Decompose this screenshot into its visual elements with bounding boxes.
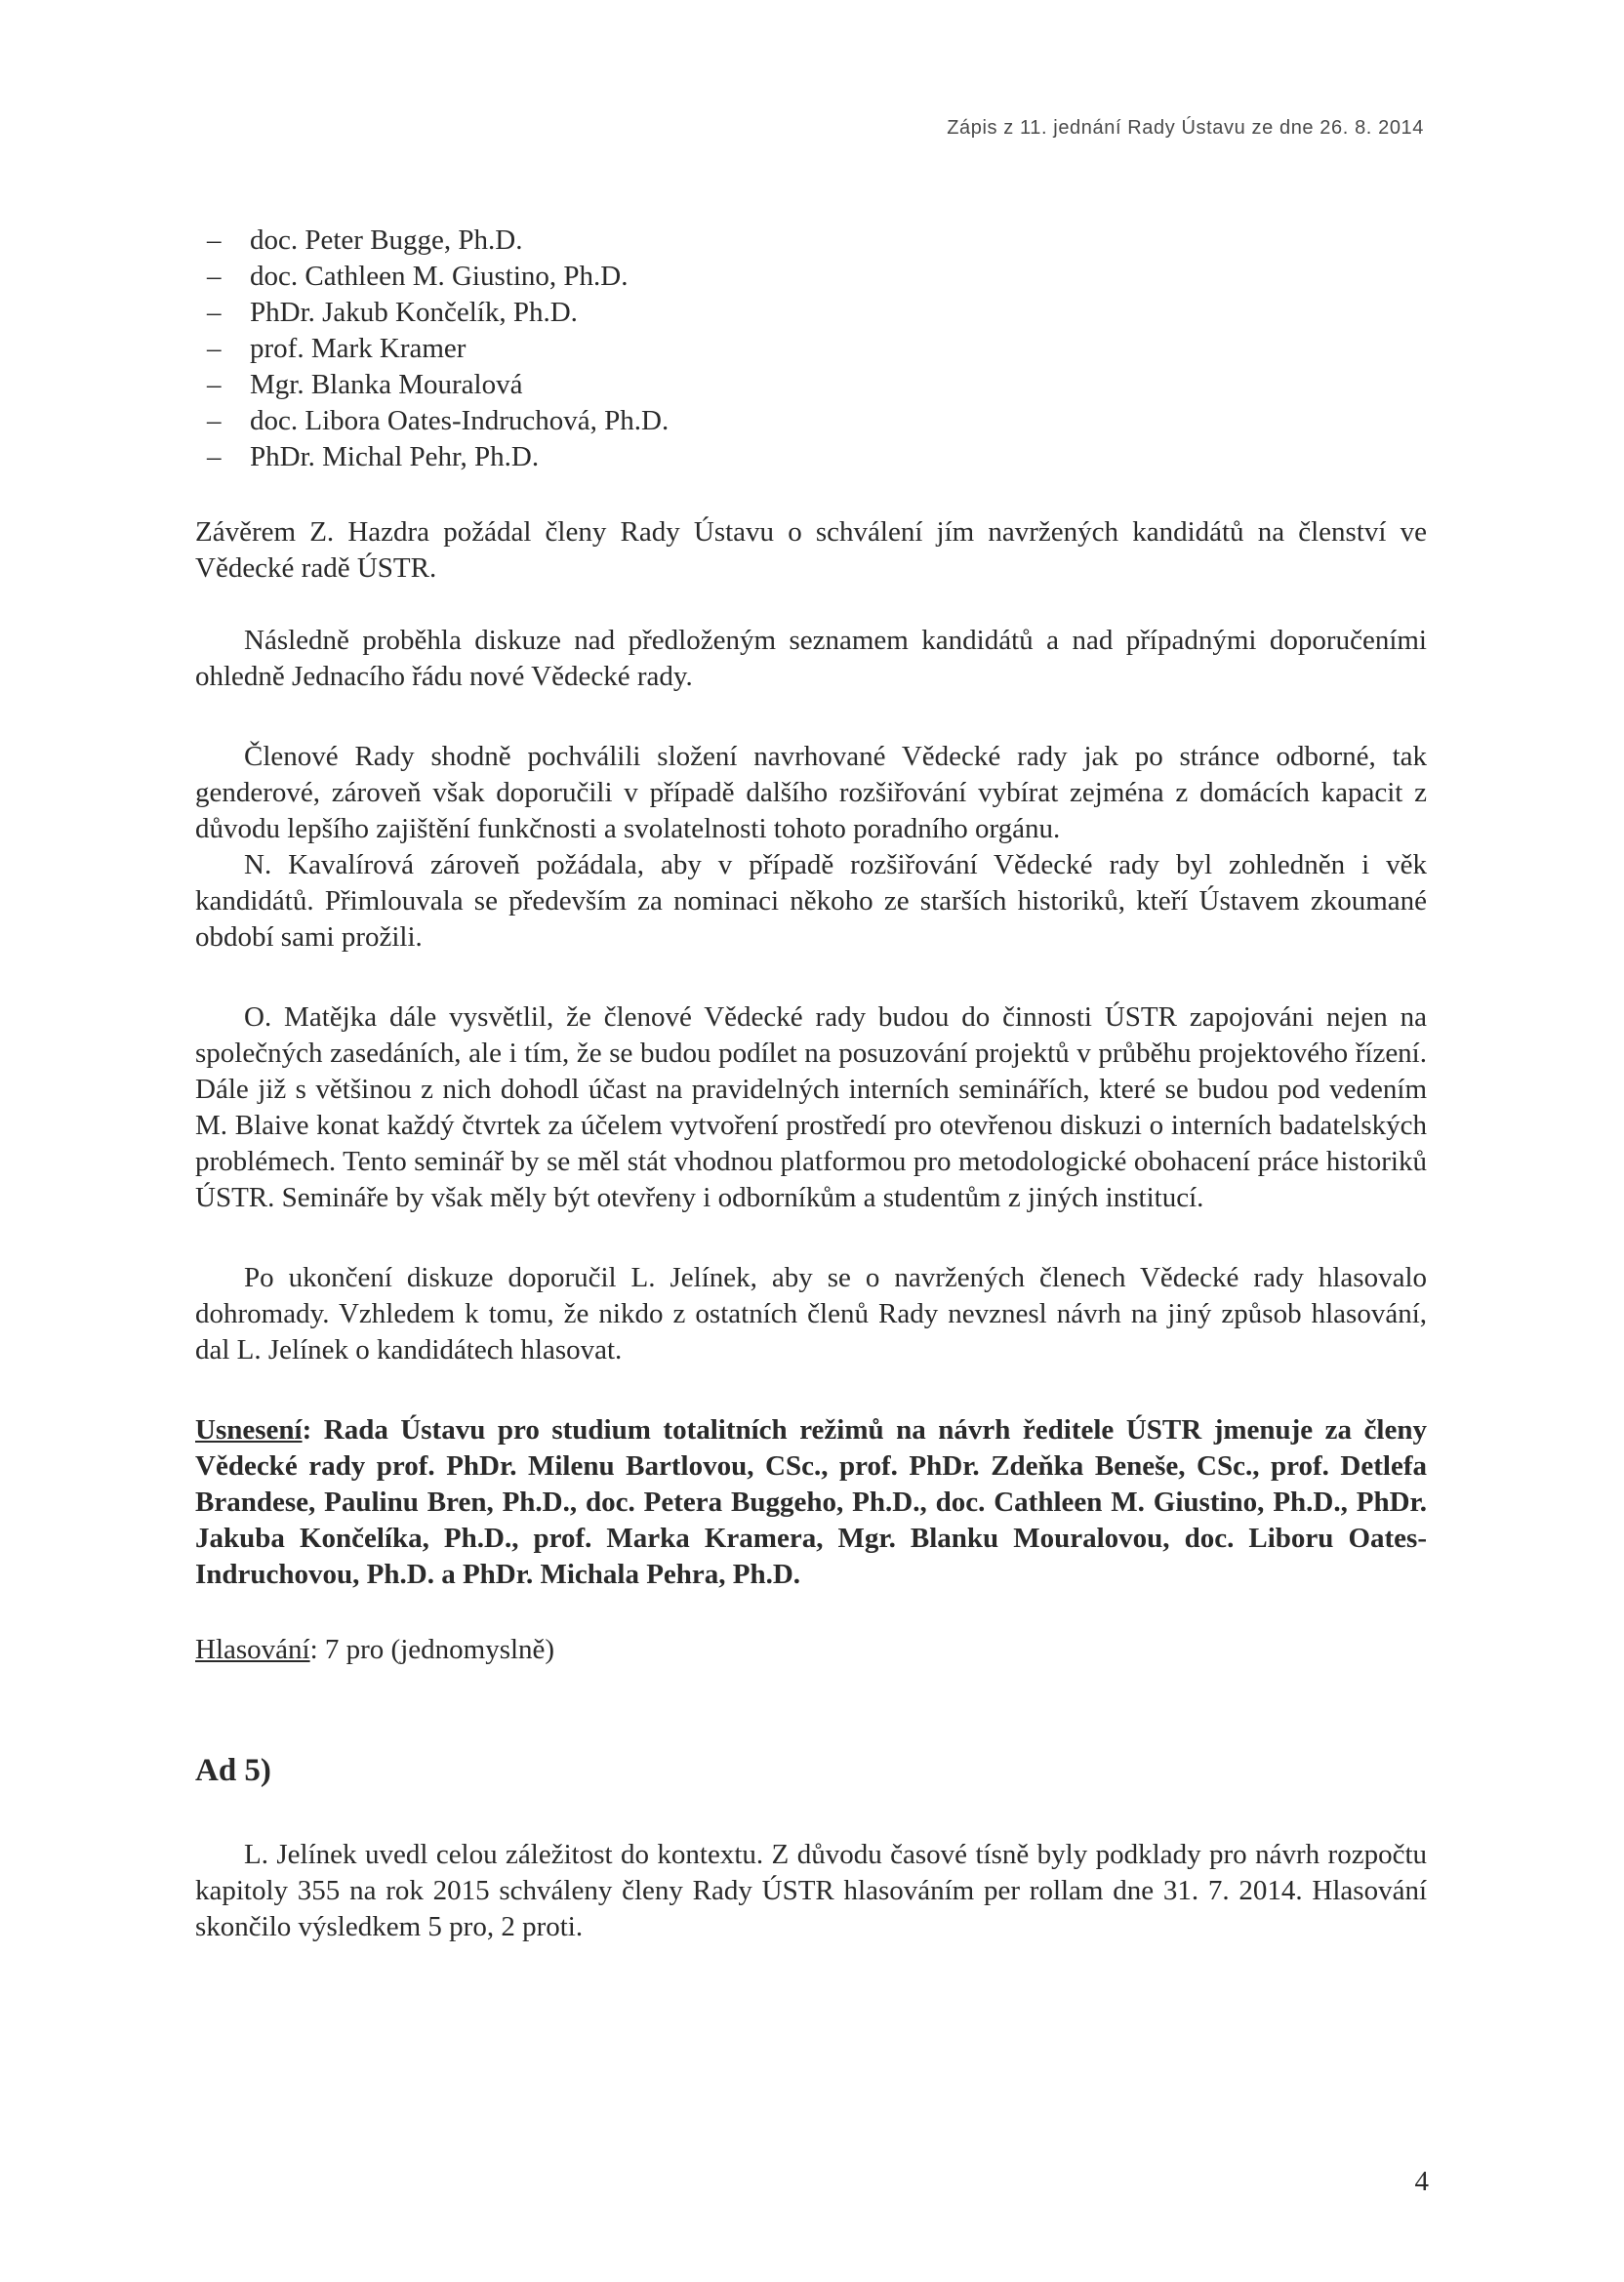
resolution-text: : Rada Ústavu pro studium totalitních režimů na návrh ředitele ÚSTR jmenuje za členy Vědecké rady prof. PhDr. Milenu Bartlovou, CSc., prof. PhDr. Zdeňka Beneše, CSc., prof. Detlefa Brandese, Paulinu Bren, Ph.D., doc. Petera Buggeho, Ph.D., doc. Cathleen M. Giustino, Ph.D., PhDr. Jakuba Končelíka, Ph.D., prof. Marka Kramera, Mgr. Blanku Mouralovou, doc. Liboru Oates-Indruchovou, Ph.D. a PhDr. Michala Pehra, Ph.D. xyxy=(195,1414,1427,1590)
section-heading: Ad 5) xyxy=(195,1753,271,1788)
paragraph-members-praise: Členové Rady shodně pochválili složení navrhované Vědecké rady jak po stránce odborné, tak genderové, zároveň však doporučili v případě dalšího rozšiřování vybírat zejména z domácích kapacit z důvodu lepšího zajištění funkčnosti a svolatelnosti tohoto poradního orgánu. xyxy=(195,741,1427,844)
vote-result xyxy=(195,1632,1427,1668)
document-body xyxy=(195,223,1427,1945)
paragraph-discussion: Následně proběhla diskuze nad předloženým seznamem kandidátů a nad případnými doporučeními ohledně Jednacího řádu nové Vědecké rady. xyxy=(195,625,1427,692)
list-item: – PhDr. Michal Pehr, Ph.D. xyxy=(195,439,1427,475)
paragraph-jelinek-vote: Po ukončení diskuze doporučil L. Jelínek, aby se o navržených členech Vědecké rady hlasovalo dohromady. Vzhledem k tomu, že nikdo z ostatních členů Rady nevznesl návrh na jiný způsob hlasování, dal L. Jelínek o kandidátech hlasovat. xyxy=(195,1262,1427,1365)
page-number: 4 xyxy=(1414,2166,1429,2197)
list-item: – doc. Cathleen M. Giustino, Ph.D. xyxy=(195,259,1427,295)
paragraph-matejka: O. Matějka dále vysvětlil, že členové Vědecké rady budou do činnosti ÚSTR zapojováni nejen na společných zasedáních, ale i tím, že se budou podílet na posuzování projektů v průběhu projektového řízení. Dále již s většinou z nich dohodl účast na pravidelných interních seminářích, které se budou pod vedením M. Blaive konat každý čtvrtek za účelem vytvoření prostředí pro otevřenou diskuzi o interních badatelských problémech. Tento seminář by se měl stát vhodnou platformou pro metodologické obohacení práce historiků ÚSTR. Semináře by však měly být otevřeny i odborníkům a studentům z jiných institucí. xyxy=(195,1001,1427,1213)
list-item: – Mgr. Blanka Mouralová xyxy=(195,367,1427,403)
list-item: – PhDr. Jakub Končelík, Ph.D. xyxy=(195,295,1427,331)
resolution xyxy=(195,1412,1427,1593)
paragraph-budget: L. Jelínek uvedl celou záležitost do kontextu. Z důvodu časové tísně byly podklady pro návrh rozpočtu kapitoly 355 na rok 2015 schváleny členy Rady ÚSTR hlasováním per rollam dne 31. 7. 2014. Hlasování skončilo výsledkem 5 pro, 2 proti. xyxy=(195,1839,1427,1942)
page-header: Zápis z 11. jednání Rady Ústavu ze dne 26. 8. 2014 xyxy=(947,117,1424,139)
paragraph-conclusion: Závěrem Z. Hazdra požádal členy Rady Ústavu o schválení jím navržených kandidátů na členství ve Vědecké radě ÚSTR. xyxy=(195,516,1427,584)
list-item: – doc. Peter Bugge, Ph.D. xyxy=(195,223,1427,259)
resolution-label: Usnesení xyxy=(195,1414,303,1446)
vote-text: : 7 pro (jednomyslně) xyxy=(309,1634,555,1665)
vote-label: Hlasování xyxy=(195,1634,310,1665)
list-item: – prof. Mark Kramer xyxy=(195,331,1427,367)
member-list xyxy=(195,223,1427,475)
paragraph-kavalirova: N. Kavalírová zároveň požádala, aby v případě rozšiřování Vědecké rady byl zohledněn i věk kandidátů. Přimlouvala se především za nominaci někoho ze starších historiků, kteří Ústavem zkoumané období sami prožili. xyxy=(195,849,1427,953)
list-item: – doc. Libora Oates-Indruchová, Ph.D. xyxy=(195,403,1427,439)
